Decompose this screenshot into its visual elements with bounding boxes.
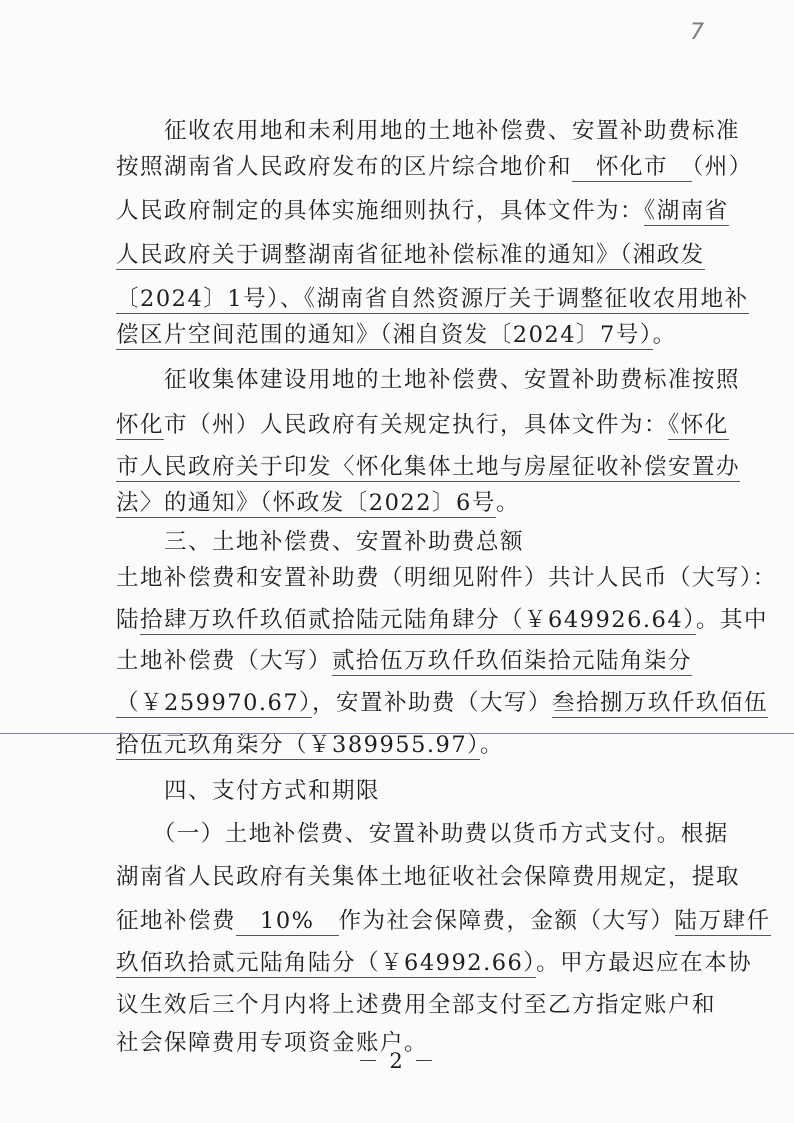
- text-segment: 湖南省人民政府有关集体土地征收社会保障费用规定，提取: [116, 864, 741, 890]
- text-line: [116, 365, 741, 395]
- text-line: [116, 240, 705, 270]
- text-segment: 土地补偿费和安置补助费（明细见附件）共计人民币（大写）：: [116, 565, 777, 591]
- text-segment: 征地补偿费: [116, 908, 237, 934]
- text-segment: 作为社会保障费，金额（大写）: [338, 908, 675, 934]
- underlined-text: 〔2024〕1号）、《湖南省自然资源厅关于调整征收农用地补: [116, 286, 749, 312]
- underlined-text: 市人民政府关于印发〈怀化集体土地与房屋征收补偿安置办: [116, 454, 741, 480]
- underlined-text: 偿区片空间范围的通知》（湘自资发〔2024〕7号）: [116, 322, 653, 348]
- text-segment: （州）: [692, 154, 753, 180]
- underlined-text: 拾伍元玖角柒分（￥389955.97）: [116, 732, 480, 758]
- text-segment: 征收集体建设用地的土地补偿费、安置补助费标准按照: [116, 367, 741, 393]
- text-segment: 征收农用地和未利用地的土地补偿费、安置补助费标准: [116, 118, 741, 144]
- underlined-text: 贰拾伍万玖仟玖佰柒拾元陆角柒分: [332, 648, 693, 674]
- text-segment: 陆: [116, 607, 141, 633]
- text-segment: 。: [652, 322, 677, 348]
- text-segment: 社会保障费用专项资金账户。: [116, 1030, 429, 1056]
- text-segment: 市（州）人民政府有关规定执行，具体文件为：: [164, 412, 669, 438]
- text-segment: 议生效后三个月内将上述费用全部支付至乙方指定账户和: [116, 992, 717, 1018]
- text-segment: 人民政府制定的具体实施细则执行，具体文件为：: [116, 198, 645, 224]
- underlined-text: 《湖南省: [644, 198, 729, 224]
- page-number: － 2 －: [357, 1049, 437, 1073]
- text-line: [116, 646, 693, 676]
- underlined-text: 法〉的通知》（怀政发〔2022〕6号: [116, 490, 496, 516]
- underlined-text: 拾肆万玖仟玖佰贰拾陆元陆角肆分（￥649926.64）: [140, 607, 696, 633]
- text-segment: （一）土地补偿费、安置补助费以货币方式支付。根据: [116, 821, 729, 847]
- text-line: [116, 948, 753, 978]
- text-line: [116, 990, 717, 1020]
- text-line: [116, 152, 753, 182]
- margin-handwritten-mark: 7: [690, 20, 704, 45]
- text-segment: ，安置补助费（大写）: [311, 690, 552, 716]
- text-line: [116, 906, 771, 936]
- underlined-text: 怀化: [116, 412, 165, 438]
- text-line: [116, 527, 686, 557]
- text-segment: 按照湖南省人民政府发布的区片综合地价和: [116, 154, 573, 180]
- underlined-text: （￥259970.67）: [116, 690, 312, 716]
- text-line: [116, 488, 686, 518]
- text-line: [116, 196, 729, 226]
- text-line: [116, 862, 741, 892]
- text-line: [116, 688, 768, 718]
- text-line: [116, 776, 686, 806]
- underlined-text: 怀化市: [572, 154, 693, 180]
- underlined-text: 10%: [236, 908, 339, 934]
- text-segment: 三、土地补偿费、安置补助费总额: [116, 529, 525, 555]
- text-segment: 四、支付方式和期限: [116, 778, 381, 804]
- text-line: [116, 116, 741, 146]
- text-line: [116, 320, 686, 350]
- text-segment: 。其中: [695, 607, 768, 633]
- text-line: [116, 730, 686, 760]
- scan-line: [0, 733, 794, 734]
- text-segment: 。甲方最迟应在本协: [536, 950, 753, 976]
- text-line: [116, 410, 729, 440]
- underlined-text: 陆万肆仟: [674, 908, 771, 934]
- text-line: [116, 563, 777, 593]
- text-segment: 。: [495, 490, 520, 516]
- underlined-text: 人民政府关于调整湖南省征地补偿标准的通知》（湘政发: [116, 242, 705, 268]
- text-line: [116, 605, 768, 635]
- text-line: [116, 819, 729, 849]
- text-line: [116, 452, 741, 482]
- underlined-text: 玖佰玖拾贰元陆角陆分（￥64992.66）: [116, 950, 537, 976]
- underlined-text: 叁拾捌万玖仟玖佰伍: [551, 690, 768, 716]
- text-segment: 。: [479, 732, 504, 758]
- text-line: [116, 284, 749, 314]
- text-segment: 土地补偿费（大写）: [116, 648, 333, 674]
- underlined-text: 《怀化: [668, 412, 729, 438]
